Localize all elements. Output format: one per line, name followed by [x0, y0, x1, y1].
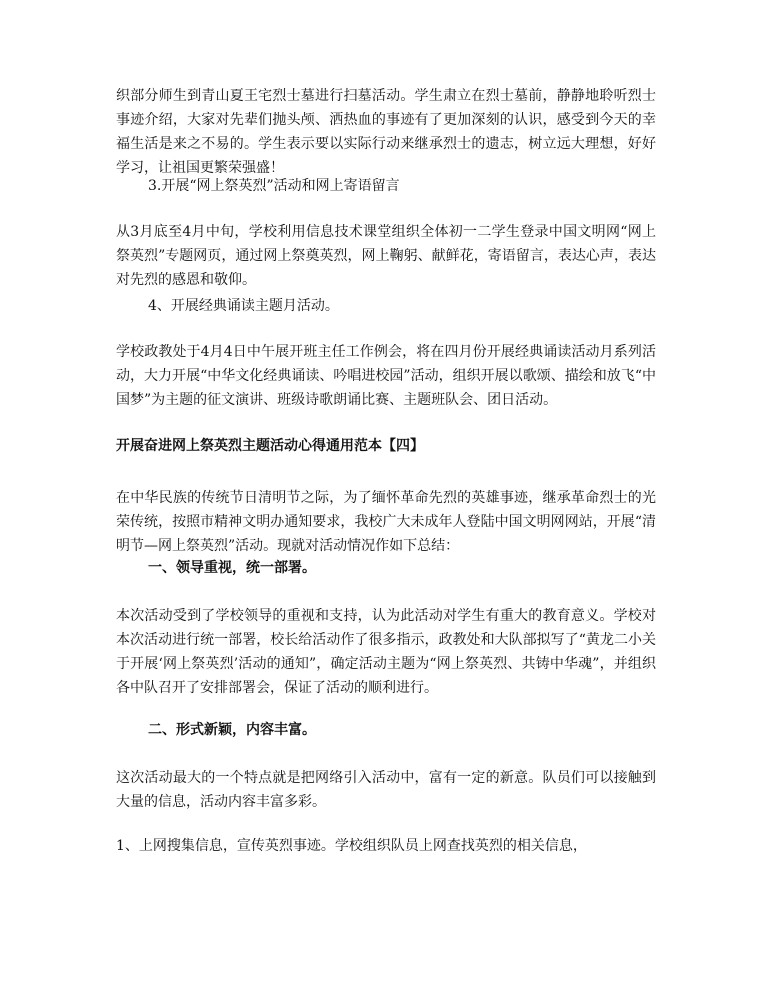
paragraph-novel-form: 这次活动最大的一个特点就是把网络引入活动中，富有一定的新意。队员们可以接触到大量的信息，活动内容丰富多彩。: [116, 770, 656, 810]
paragraph-online-memorial: 从3月底至4月中旬，学校利用信息技术课堂组织全体初一二学生登录中国文明网“网上祭英烈”专题网页，通过网上祭奠英烈，网上鞠躬、献鲜花，寄语留言，表达心声，表达对先烈的感恩和敬仰。: [116, 224, 656, 288]
paragraph-classic-reading: 学校政教处于4月4日中午展开班主任工作例会，将在四月份开展经典诵读活动月系列活动，大力开展“中华文化经典诵读、吟唱进校园”活动，组织开展以歌颂、描绘和放飞“中国梦”为主题的征文演讲、班级诗歌朗诵比赛、主题班队会、团日活动。: [116, 344, 656, 408]
heading-classic-reading: 4、开展经典诵读主题月活动。: [148, 298, 339, 314]
section-title-four: 开展奋进网上祭英烈主题活动心得通用范本【四】: [116, 438, 424, 454]
paragraph-leadership: 本次活动受到了学校领导的重视和支持，认为此活动对学生有重大的教育意义。学校对本次活动进行统一部署，校长给活动作了很多指示，政教处和大队部拟写了“黄龙二小关于开展‘网上祭英烈’活动的通知”，确定活动主题为“网上祭英烈、共铸中华魂”，并组织各中队召开了安排部署会，保证了活动的顺利进行。: [116, 608, 656, 696]
heading-online-memorial: 3.开展“网上祭英烈”活动和网上寄语留言: [148, 178, 400, 194]
paragraph-tomb-sweeping: 织部分师生到青山夏王宅烈士墓进行扫墓活动。学生肃立在烈士墓前，静静地聆听烈士事迹介绍，大家对先辈们抛头颅、洒热血的事迹有了更加深刻的认识，感受到今天的幸福生活是来之不易的。学生表示要以实际行动来继承烈士的遗志，树立远大理想，好好学习，让祖国更繁荣强盛！: [116, 88, 656, 176]
paragraph-search-info: 1、上网搜集信息，宣传英烈事迹。学校组织队员上网查找英烈的相关信息，: [116, 838, 587, 854]
paragraph-qingming-intro: 在中华民族的传统节日清明节之际，为了缅怀革命先烈的英雄事迹，继承革命烈士的光荣传统，按照市精神文明办通知要求，我校广大未成年人登陆中国文明网网站，开展“清明节—网上祭英烈”活动。现就对活动情况作如下总结：: [116, 490, 656, 554]
heading-leadership: 一、领导重视，统一部署。: [148, 560, 316, 576]
heading-novel-form: 二、形式新颖，内容丰富。: [148, 722, 316, 738]
